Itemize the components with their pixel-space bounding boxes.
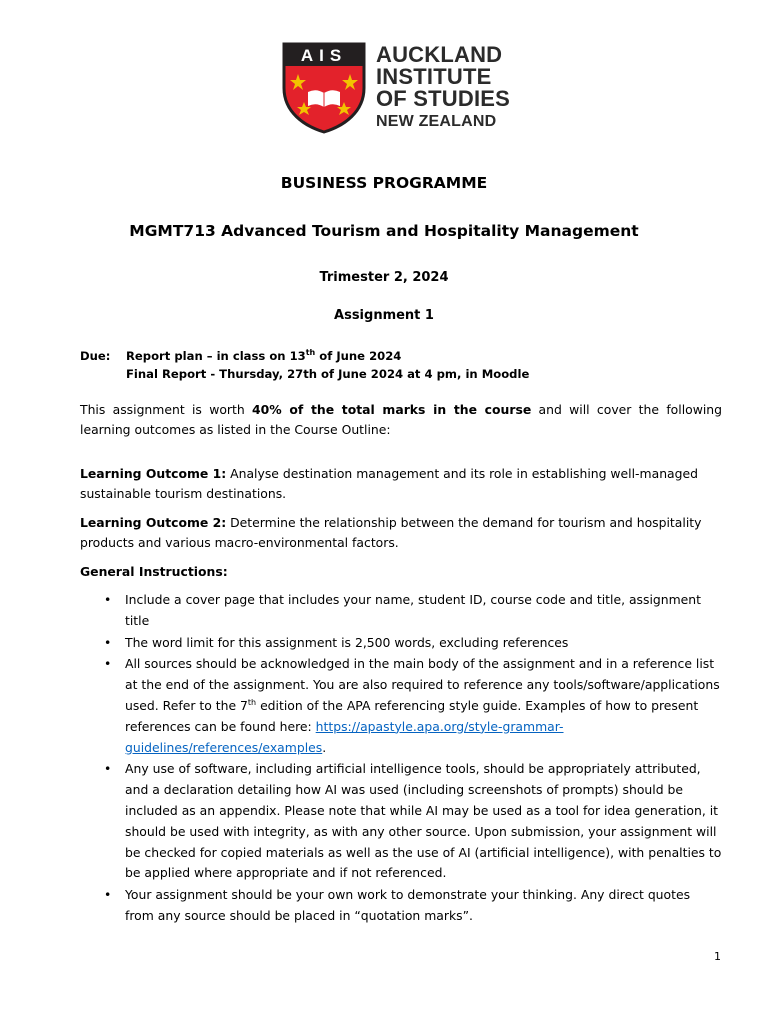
intro-paragraph xyxy=(80,400,722,439)
list-item xyxy=(80,633,722,654)
programme-title: BUSINESS PROGRAMME xyxy=(280,174,488,192)
logo-wordmark xyxy=(376,44,510,132)
list-item-text: All sources should be acknowledged in the main body of the assignment and in a reference list at the end of the assignment. You are also required to reference any tools/software/applications used. Refer to the 7 xyxy=(125,656,720,713)
logo-line-1: AUCKLAND xyxy=(376,42,503,67)
list-item-text: edition of the APA referencing style guide. Examples of how to present references can be found here: xyxy=(125,697,699,734)
logo-line-2: INSTITUTE xyxy=(376,64,492,89)
intro-text-end: and will cover the following learning outcomes as listed in the Course Outline: xyxy=(80,402,723,437)
due-label: Due: xyxy=(80,349,111,363)
due-plan-text: Report plan – in class on 13 xyxy=(126,349,306,363)
learning-outcome-text: Analyse destination management and its role in establishing well-managed sustainable tourism destinations. xyxy=(80,466,698,501)
assignment-title: Assignment 1 xyxy=(334,308,434,323)
trimester-title: Trimester 2, 2024 xyxy=(319,270,449,285)
shield-logo-icon xyxy=(282,42,366,134)
course-title: MGMT713 Advanced Tourism and Hospitality Management xyxy=(129,222,639,240)
learning-outcome-1 xyxy=(80,464,722,503)
apa-examples-link[interactable]: https://apastyle.apa.org/style-grammar-guidelines/references/examples xyxy=(125,718,564,755)
logo-line-3: OF STUDIES xyxy=(376,86,511,111)
due-line-final xyxy=(80,365,529,383)
list-item-text: Include a cover page that includes your name, student ID, course code and title, assignment title xyxy=(125,592,702,628)
due-plan-text-end: of June 2024 xyxy=(315,349,402,363)
bullet-icon: • xyxy=(104,592,112,607)
learning-outcome-label: Learning Outcome 2: xyxy=(80,515,227,530)
due-dates xyxy=(80,347,529,383)
bullet-icon: • xyxy=(104,656,112,672)
due-line-plan xyxy=(80,347,529,365)
list-item xyxy=(80,590,722,632)
bullet-icon: • xyxy=(104,887,112,903)
due-plan-sup: th xyxy=(305,348,316,358)
intro-bold-text: 40% of the total marks in the course xyxy=(252,402,532,417)
logo-badge-text: AIS xyxy=(300,46,348,65)
due-final-text: Final Report - Thursday, 27th of June 2024 at 4 pm, in Moodle xyxy=(126,367,530,381)
logo-line-4: NEW ZEALAND xyxy=(376,113,497,130)
list-item-text: Any use of software, including artificial intelligence tools, should be appropriately attributed, and a declaration detailing how AI was used (including screenshots of prompts) should be included as an appendix. Please note that while AI may be used as a tool for idea generation, it should be used with integrity, as with any other source. Upon submission, your assignment will be checked for copied materials as well as the use of AI (artificial intelligence), with penalties to be applied where appropriate and if not referenced. xyxy=(125,761,722,881)
superscript-text: th xyxy=(247,697,257,707)
list-item xyxy=(80,654,722,758)
instruction-list xyxy=(80,590,722,928)
general-instructions-heading: General Instructions: xyxy=(80,564,228,579)
list-item-text: Your assignment should be your own work to demonstrate your thinking. Any direct quotes from any source should be placed in “quotation marks”. xyxy=(125,887,691,923)
bullet-icon: • xyxy=(104,761,112,777)
list-item xyxy=(80,885,722,927)
page-number: 1 xyxy=(714,950,721,963)
list-item xyxy=(80,759,722,884)
list-item-text: . xyxy=(322,739,327,755)
learning-outcome-label: Learning Outcome 1: xyxy=(80,466,227,481)
list-item-text: The word limit for this assignment is 2,500 words, excluding references xyxy=(125,634,569,650)
intro-text: This assignment is worth xyxy=(80,402,253,417)
learning-outcome-2 xyxy=(80,513,722,552)
bullet-icon: • xyxy=(104,634,112,650)
institute-logo xyxy=(282,42,522,136)
learning-outcome-text: Determine the relationship between the demand for tourism and hospitality products and various macro-environmental factors. xyxy=(80,515,702,550)
